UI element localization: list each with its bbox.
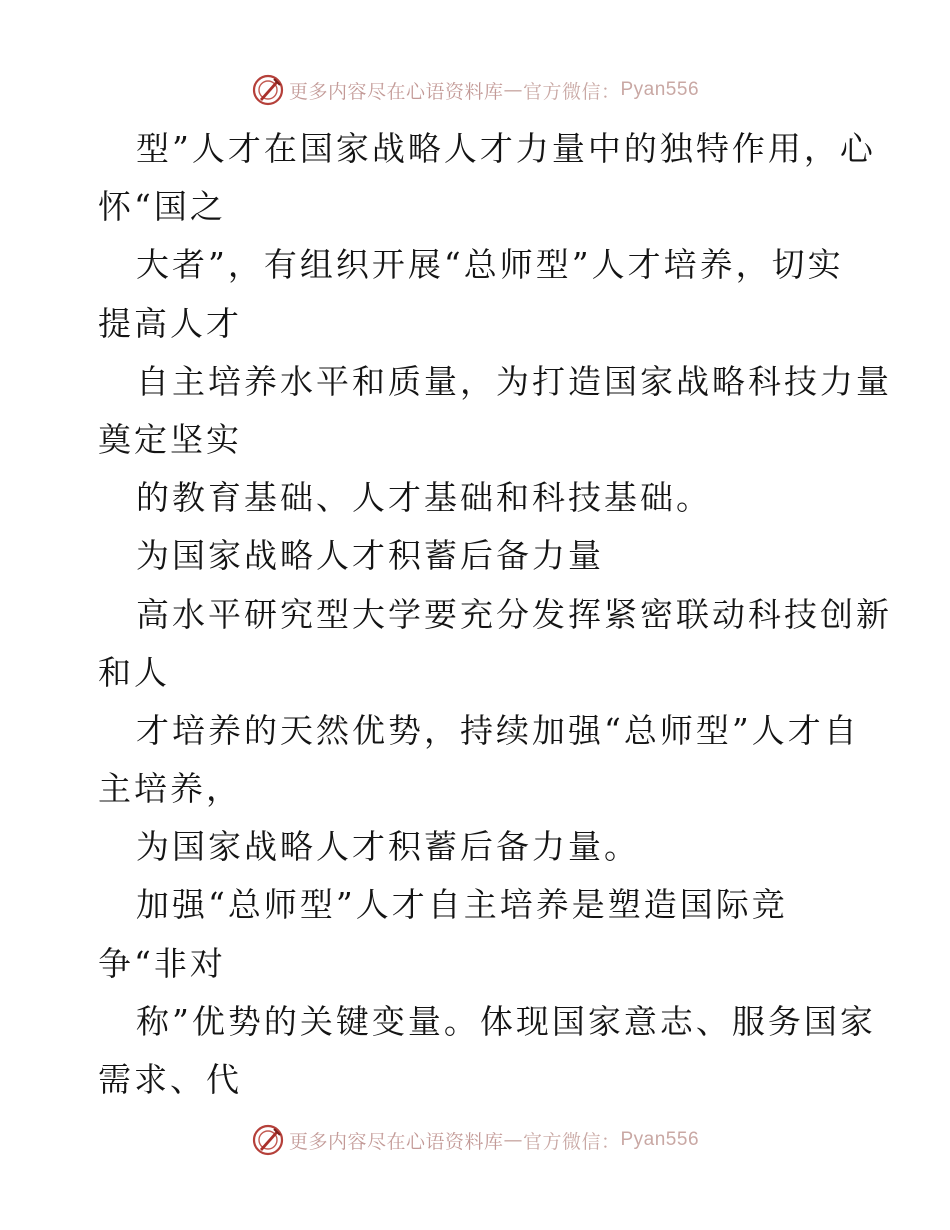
text-line: 为国家战略人才积蓄后备力量	[136, 536, 604, 576]
text-line: 才培养的天然优势，持续加强“总师型”人才自	[136, 710, 860, 750]
text-line: 称”优势的关键变量。体现国家意志、服务国家	[136, 1001, 876, 1041]
quill-logo-icon	[251, 73, 285, 107]
text-line: 争“非对	[98, 943, 226, 983]
text-line: 型”人才在国家战略人才力量中的独特作用，心	[136, 129, 876, 168]
text-line: 怀“国之	[98, 187, 226, 227]
text-line: 的教育基础、人才基础和科技基础。	[136, 478, 712, 518]
watermark-label: 官方微信：	[522, 1130, 621, 1153]
watermark-handle: Pyan556	[620, 1129, 700, 1150]
watermark-header	[0, 70, 950, 110]
watermark-dash: —	[503, 79, 523, 101]
watermark-text: 更多内容尽在心语资料库	[288, 1130, 504, 1153]
text-line: 自主培养水平和质量，为打造国家战略科技力量	[136, 361, 892, 401]
watermark-dash: —	[503, 1129, 523, 1151]
text-line: 奠定坚实	[98, 419, 242, 459]
watermark-handle: Pyan556	[620, 79, 700, 100]
text-line: 提高人才	[98, 303, 242, 343]
text-line: 和人	[98, 652, 170, 692]
text-line: 主培养，	[98, 769, 242, 809]
document-body	[98, 120, 892, 1109]
watermark-footer	[0, 1120, 950, 1160]
watermark-text: 更多内容尽在心语资料库	[288, 80, 504, 103]
text-line: 为国家战略人才积蓄后备力量。	[136, 827, 640, 867]
watermark-label: 官方微信：	[522, 80, 621, 103]
text-line: 加强“总师型”人才自主培养是塑造国际竞	[136, 885, 788, 925]
quill-logo-icon	[251, 1123, 285, 1157]
text-line: 高水平研究型大学要充分发挥紧密联动科技创新	[136, 594, 892, 634]
text-line: 大者”，有组织开展“总师型”人才培养，切实	[136, 245, 844, 285]
text-line: 需求、代	[98, 1060, 242, 1099]
